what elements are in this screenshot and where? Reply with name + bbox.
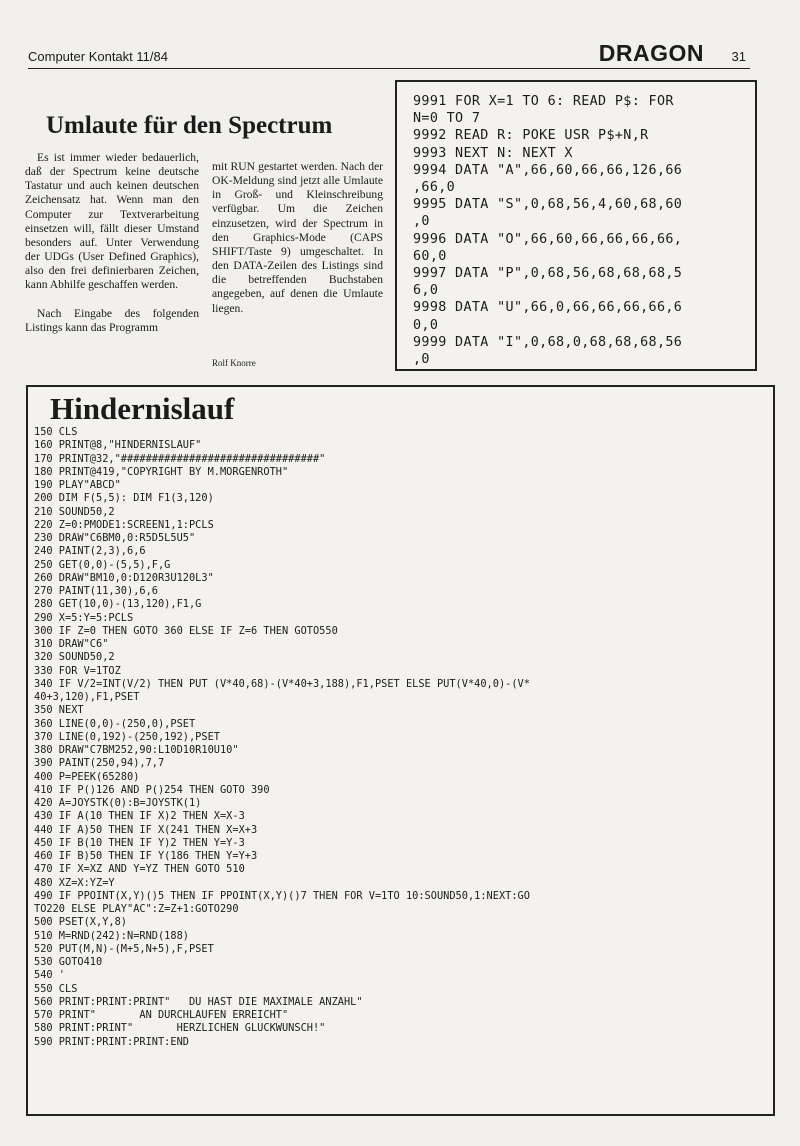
code-line: 560 PRINT:PRINT:PRINT" DU HAST DIE MAXIMALE ANZAHL" <box>34 995 363 1008</box>
code-line: 9994 DATA "A",66,60,66,66,126,66 <box>413 162 683 178</box>
code-line: 440 IF A)50 THEN IF X(241 THEN X=X+3 <box>34 823 258 836</box>
code-line: ,0 <box>413 352 430 368</box>
code-line: 40+3,120),F1,PSET <box>34 691 140 703</box>
code-line: 550 CLS <box>34 982 78 995</box>
code-line: 400 P=PEEK(65280) <box>34 770 140 783</box>
code-line: 410 IF P()126 AND P()254 THEN GOTO 390 <box>34 783 270 796</box>
code-line: 420 A=JOYSTK(0):B=JOYSTK(1) <box>34 797 202 809</box>
code-line: 9996 DATA "O",66,60,66,66,66,66, <box>413 231 683 247</box>
article-column-2 <box>212 160 383 316</box>
program-listing <box>34 426 530 1049</box>
code-line: 330 FOR V=1TOZ <box>34 664 121 677</box>
code-line: 380 DRAW"C7BM252,90:L10D10R10U10" <box>34 744 239 756</box>
code-line: 340 IF V/2=INT(V/2) THEN PUT (V*40,68)-(V*40+3,188),F1,PSET ELSE PUT(V*40,0)-(V* <box>34 677 530 690</box>
code-line: 260 DRAW"BM10,0:D120R3U120L3" <box>34 571 214 584</box>
program-listing-box <box>26 385 775 1116</box>
code-line: 470 IF X=XZ AND Y=YZ THEN GOTO 510 <box>34 863 245 876</box>
code-line: 580 PRINT:PRINT" HERZLICHEN GLUCKWUNSCH!" <box>34 1022 326 1035</box>
code-line: 200 DIM F(5,5): DIM F1(3,120) <box>34 492 214 505</box>
page-number: 31 <box>731 49 746 64</box>
code-line: 220 Z=0:PMODE1:SCREEN1,1:PCLS <box>34 518 214 531</box>
code-line: 540 ' <box>34 969 65 982</box>
code-line: 6,0 <box>413 283 439 299</box>
section-title: DRAGON <box>598 40 704 66</box>
code-line: 9997 DATA "P",0,68,56,68,68,68,5 <box>413 266 683 282</box>
spectrum-listing-box <box>395 80 757 371</box>
code-line: 300 IF Z=0 THEN GOTO 360 ELSE IF Z=6 THEN GOTO550 <box>34 624 338 637</box>
code-line: 500 PSET(X,Y,8) <box>34 916 127 929</box>
code-line: 60,0 <box>413 248 447 264</box>
code-line: 9998 DATA "U",66,0,66,66,66,66,6 <box>413 300 683 316</box>
code-line: ,66,0 <box>413 180 456 196</box>
code-line: 520 PUT(M,N)-(M+5,N+5),F,PSET <box>34 942 214 955</box>
code-line: 460 IF B)50 THEN IF Y(186 THEN Y=Y+3 <box>34 850 258 862</box>
code-line: 480 XZ=X:YZ=Y <box>34 876 115 889</box>
code-line: 270 PAINT(11,30),6,6 <box>34 585 158 597</box>
code-line: 160 PRINT@8,"HINDERNISLAUF" <box>34 439 202 452</box>
article-paragraph: Es ist immer wieder bedauerlich, daß der Spectrum keine deutsche Tastatur und auch keinen deutschen Zeichensatz hat. Wenn man den Computer zur Textverarbeitung einsetzen will, fällt dieser Umstand besonders auf. Unter Verwendung der UDGs (User Defined Graphics), also den frei definierbaren Zeichen, kann Abhilfe geschaffen werden. <box>25 151 199 292</box>
code-line: 240 PAINT(2,3),6,6 <box>34 545 146 558</box>
code-line: 280 GET(10,0)-(13,120),F1,G <box>34 598 202 611</box>
code-line: 9999 DATA "I",0,68,0,68,68,68,56 <box>413 334 683 350</box>
code-line: 9993 NEXT N: NEXT X <box>413 145 573 161</box>
article-paragraph: mit RUN gestartet werden. Nach der OK-Meldung sind jetzt alle Umlaute in Groß- und Kleinschreibung verfügbar. Um die Zeichen einzusetzen, wird der Spectrum in den Graphics-Mode (CAPS SHIFT/Taste 9) umgeschaltet. In den DATA-Zeilen des Listings sind die betreffenden Buchstaben angegeben, auf denen die Umlaute liegen. <box>212 160 383 315</box>
code-line: 360 LINE(0,0)-(250,0),PSET <box>34 717 196 730</box>
code-line: 320 SOUND50,2 <box>34 651 115 664</box>
code-line: 310 DRAW"C6" <box>34 638 109 650</box>
code-line: 190 PLAY"ABCD" <box>34 479 121 491</box>
program-title: Hindernislauf <box>50 391 235 426</box>
code-line: N=0 TO 7 <box>413 111 481 127</box>
code-line: 390 PAINT(250,94),7,7 <box>34 757 165 770</box>
article-title: Umlaute für den Spectrum <box>46 112 333 139</box>
code-line: 9995 DATA "S",0,68,56,4,60,68,60 <box>413 197 683 213</box>
code-line: 230 DRAW"C6BM0,0:R5D5L5U5" <box>34 532 196 544</box>
code-line: 570 PRINT" AN DURCHLAUFEN ERREICHT" <box>34 1009 289 1021</box>
article-paragraph: Nach Eingabe des folgenden Listings kann das Programm <box>25 306 199 334</box>
code-line: 150 CLS <box>34 426 78 438</box>
article-author: Rolf Knorre <box>212 358 256 368</box>
code-line: 170 PRINT@32,"################################" <box>34 452 326 465</box>
code-line: 590 PRINT:PRINT:PRINT:END <box>34 1035 189 1048</box>
code-line: TO220 ELSE PLAY"AC":Z=Z+1:GOTO290 <box>34 903 239 915</box>
spectrum-listing <box>413 93 682 368</box>
code-line: 9991 FOR X=1 TO 6: READ P$: FOR <box>413 94 674 109</box>
code-line: 510 M=RND(242):N=RND(188) <box>34 929 189 942</box>
code-line: 370 LINE(0,192)-(250,192),PSET <box>34 730 220 743</box>
code-line: 490 IF PPOINT(X,Y)()5 THEN IF PPOINT(X,Y)()7 THEN FOR V=1TO 10:SOUND50,1:NEXT:GO <box>34 889 530 902</box>
code-line: 530 GOTO410 <box>34 956 103 968</box>
code-line: 0,0 <box>413 317 439 333</box>
article-column-1 <box>25 151 199 335</box>
code-line: 450 IF B(10 THEN IF Y)2 THEN Y=Y-3 <box>34 836 245 849</box>
code-line: 250 GET(0,0)-(5,5),F,G <box>34 558 171 571</box>
code-line: 9992 READ R: POKE USR P$+N,R <box>413 128 649 144</box>
page-header <box>28 38 750 69</box>
magazine-issue: Computer Kontakt 11/84 <box>28 49 168 64</box>
code-line: 350 NEXT <box>34 704 84 717</box>
code-line: 210 SOUND50,2 <box>34 505 115 518</box>
code-line: 430 IF A(10 THEN IF X)2 THEN X=X-3 <box>34 810 245 823</box>
code-line: 180 PRINT@419,"COPYRIGHT BY M.MORGENROTH" <box>34 465 289 478</box>
code-line: ,0 <box>413 214 430 230</box>
code-line: 290 X=5:Y=5:PCLS <box>34 611 134 624</box>
